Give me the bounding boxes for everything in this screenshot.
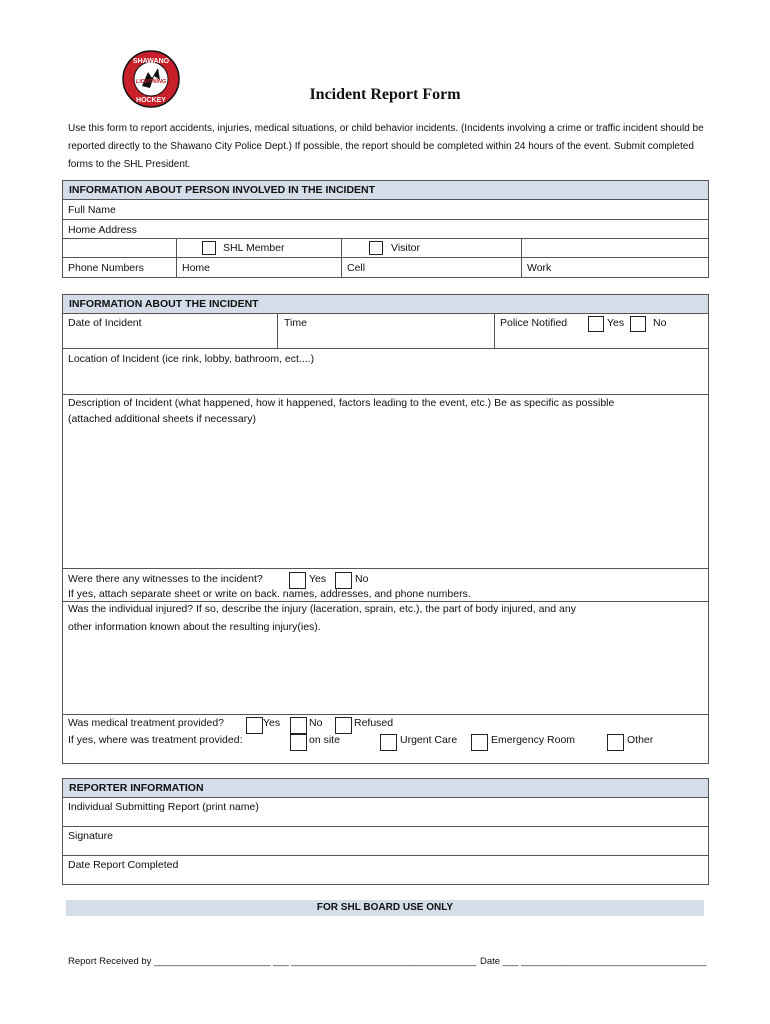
witnesses-question: Were there any witnesses to the incident? [68, 573, 263, 585]
medical-refused-label: Refused [354, 717, 394, 729]
on-site-checkbox[interactable] [290, 734, 307, 751]
incident-section [62, 294, 709, 764]
date-of-incident-label: Date of Incident [68, 317, 142, 329]
police-yes-label: Yes [607, 317, 625, 329]
submitter-row [63, 798, 708, 827]
visitor-label: Visitor [391, 242, 420, 254]
on-site-label: on site [309, 734, 340, 746]
medical-refused-checkbox[interactable] [335, 717, 352, 734]
phone-row [63, 258, 708, 277]
phone-cell-label: Cell [347, 262, 366, 274]
other-checkbox[interactable] [607, 734, 624, 751]
injury-label-1: Was the individual injured? If so, describe the injury (laceration, sprain, etc.), the part of body injured, and any [68, 603, 576, 615]
medical-row [63, 715, 708, 764]
report-received-by: Report Received by ______________________ ___ ___________________________________ [68, 956, 477, 967]
shl-logo [122, 50, 180, 108]
date-time-row [63, 314, 708, 349]
medical-no-label: No [309, 717, 323, 729]
police-notified-label: Police Notified [500, 317, 568, 329]
form-title: Incident Report Form [309, 86, 461, 103]
full-name-label: Full Name [68, 204, 116, 216]
description-label-1: Description of Incident (what happened, how it happened, factors leading to the event, etc.) Be as specific as possible [68, 397, 615, 409]
board-date: Date ___ ___________________________________ [480, 956, 707, 967]
person-header: INFORMATION ABOUT PERSON INVOLVED IN THE INCIDENT [63, 181, 708, 200]
phone-work-label: Work [527, 262, 552, 274]
home-address-label: Home Address [68, 224, 137, 236]
witnesses-note: If yes, attach separate sheet or write on back. names, addresses, and phone numbers. [68, 588, 471, 600]
emergency-room-checkbox[interactable] [471, 734, 488, 751]
location-label: Location of Incident (ice rink, lobby, bathroom, ect....) [68, 353, 315, 365]
injury-row [63, 602, 708, 715]
injury-label-2: other information known about the resulting injury(ies). [68, 621, 321, 633]
incident-header: INFORMATION ABOUT THE INCIDENT [63, 295, 708, 314]
signature-row [63, 827, 708, 856]
date-completed-label: Date Report Completed [68, 859, 179, 871]
date-completed-row [63, 856, 708, 885]
medical-yes-label: Yes [263, 717, 281, 729]
description-label-2: (attached additional sheets if necessary) [68, 413, 256, 425]
witnesses-row [63, 569, 708, 602]
shl-member-checkbox[interactable] [202, 241, 216, 255]
emergency-room-label: Emergency Room [491, 734, 576, 746]
submitter-label: Individual Submitting Report (print name) [68, 801, 259, 813]
description-row [63, 395, 708, 569]
full-name-row [63, 200, 708, 220]
phone-home-label: Home [182, 262, 211, 274]
witnesses-yes-label: Yes [309, 573, 327, 585]
phone-numbers-label: Phone Numbers [68, 262, 144, 274]
reporter-section [62, 778, 709, 885]
signature-label: Signature [68, 830, 113, 842]
board-use-header: FOR SHL BOARD USE ONLY [66, 900, 704, 916]
witnesses-no-label: No [355, 573, 369, 585]
witnesses-yes-checkbox[interactable] [289, 572, 306, 589]
witnesses-no-checkbox[interactable] [335, 572, 352, 589]
logo-text-top: SHAWANO [132, 58, 170, 65]
logo-text-middle: LIGHTNING [135, 79, 167, 85]
police-yes-checkbox[interactable] [588, 316, 604, 332]
shl-member-label: SHL Member [223, 242, 285, 254]
other-label: Other [627, 734, 654, 746]
medical-no-checkbox[interactable] [290, 717, 307, 734]
time-label: Time [284, 317, 307, 329]
police-no-checkbox[interactable] [630, 316, 646, 332]
location-row [63, 349, 708, 395]
police-no-label: No [653, 317, 667, 329]
medical-yes-checkbox[interactable] [246, 717, 263, 734]
reporter-header: REPORTER INFORMATION [63, 779, 708, 798]
treatment-where-question: If yes, where was treatment provided: [68, 734, 243, 746]
visitor-checkbox[interactable] [369, 241, 383, 255]
urgent-care-label: Urgent Care [400, 734, 458, 746]
home-address-row [63, 220, 708, 239]
person-section [62, 180, 709, 278]
logo-text-bottom: HOCKEY [136, 97, 166, 104]
medical-question: Was medical treatment provided? [68, 717, 225, 729]
form-intro: Use this form to report accidents, injuries, medical situations, or child behavior incidents. (Incidents involving a crime or traffic incident should be reported directly to the Shawano City Police Dept.) If possible, the report should be completed within 24 hours of the event. Submit completed forms to the SHL President. [68, 123, 704, 170]
member-type-row [63, 239, 708, 258]
urgent-care-checkbox[interactable] [380, 734, 397, 751]
